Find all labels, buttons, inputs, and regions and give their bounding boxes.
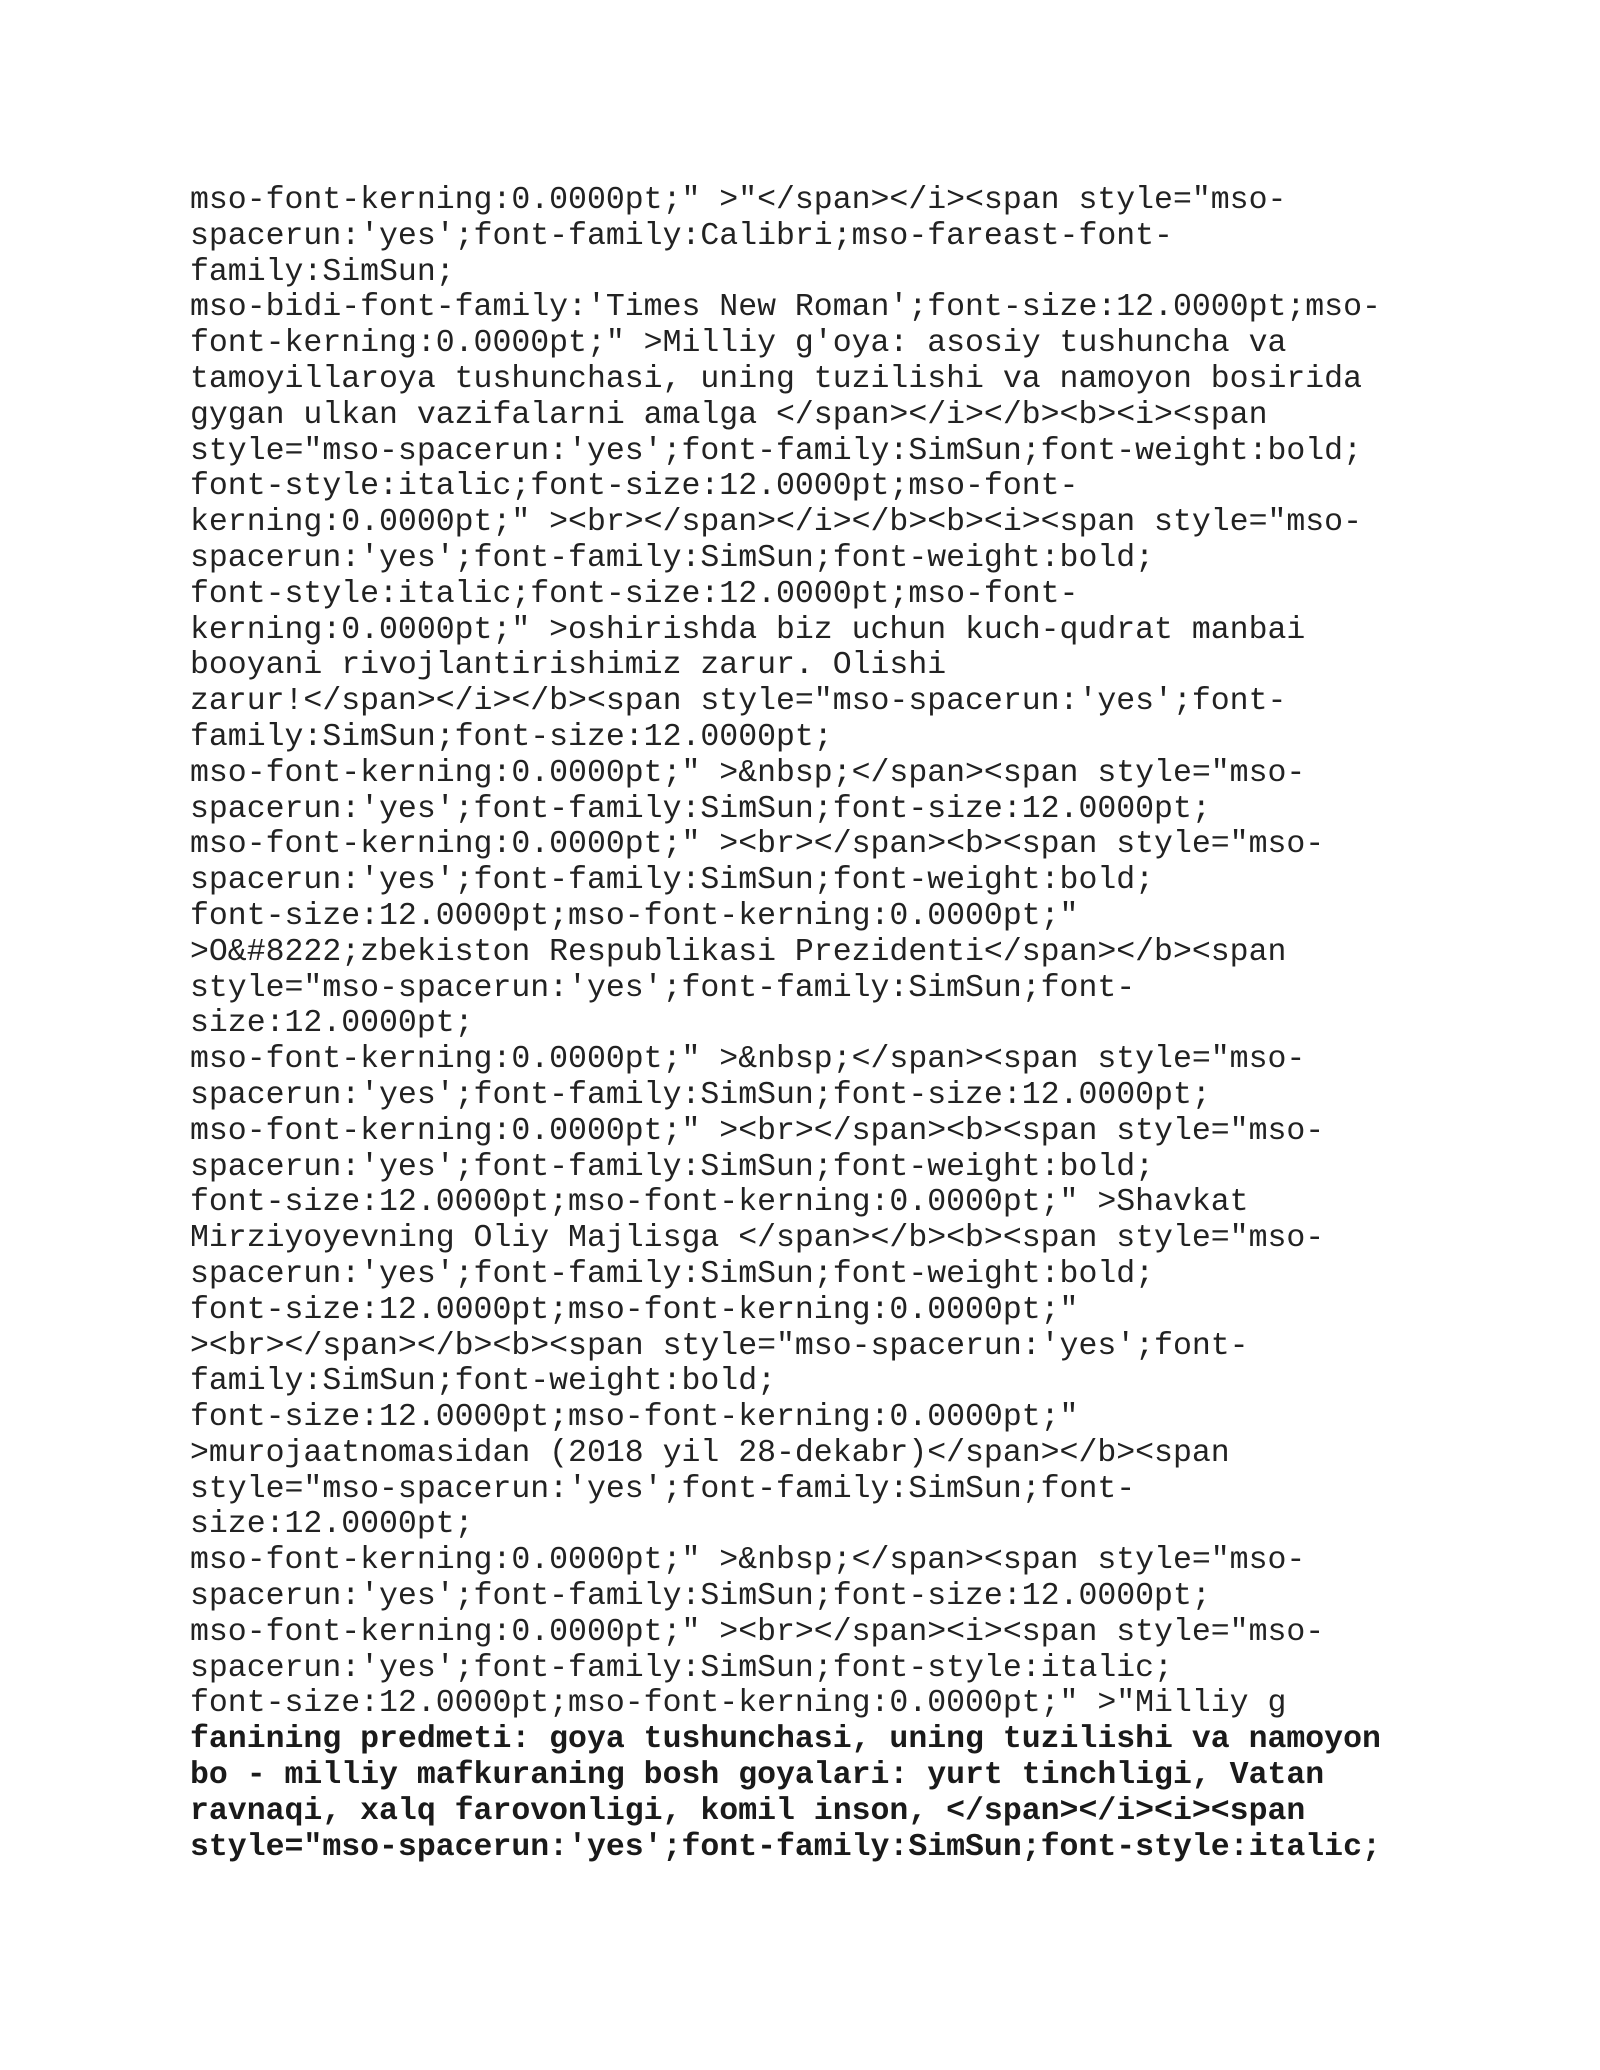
text-line: style="mso-spacerun:'yes';font-family:SimSun;font-weight:bold; (190, 433, 1362, 469)
text-line: tamoyillaroya tushunchasi, uning tuzilishi va namoyon bosirida (190, 361, 1362, 397)
document-body-text (190, 183, 1430, 1865)
text-line: booyani rivojlantirishimiz zarur. Olishi (190, 648, 947, 684)
text-line: family:SimSun;font-weight:bold; (190, 1364, 776, 1400)
text-line: mso-font-kerning:0.0000pt;" >&nbsp;</span><span style="mso- (190, 1543, 1306, 1579)
text-line: Mirziyoyevning Oliy Majlisga </span></b><b><span style="mso- (190, 1221, 1325, 1257)
text-line: size:12.0000pt; (190, 1006, 474, 1042)
text-line: font-size:12.0000pt;mso-font-kerning:0.0000pt;" (190, 898, 1079, 934)
text-line: font-size:12.0000pt;mso-font-kerning:0.0000pt;" (190, 1292, 1079, 1328)
text-line: spacerun:'yes';font-family:SimSun;font-weight:bold; (190, 863, 1155, 899)
text-line: style="mso-spacerun:'yes';font-family:SimSun;font- (190, 1471, 1136, 1507)
text-line: spacerun:'yes';font-family:SimSun;font-size:12.0000pt; (190, 791, 1211, 827)
text-line: mso-font-kerning:0.0000pt;" >&nbsp;</span><span style="mso- (190, 1042, 1306, 1078)
text-line: family:SimSun; (190, 254, 455, 290)
text-line: >O&#8222;zbekiston Respublikasi Prezidenti</span></b><span (190, 934, 1287, 970)
text-line: spacerun:'yes';font-family:SimSun;font-size:12.0000pt; (190, 1077, 1211, 1113)
text-line: bo - milliy mafkuraning bosh goyalari: yurt tinchligi, Vatan (190, 1758, 1325, 1794)
text-line: font-size:12.0000pt;mso-font-kerning:0.0000pt;" >"Milliy g (190, 1686, 1287, 1722)
text-line: size:12.0000pt; (190, 1507, 474, 1543)
text-line: mso-font-kerning:0.0000pt;" >"</span></i><span style="mso- (190, 183, 1287, 218)
text-line: font-size:12.0000pt;mso-font-kerning:0.0000pt;" (190, 1400, 1079, 1436)
text-line: font-size:12.0000pt;mso-font-kerning:0.0000pt;" >Shavkat (190, 1185, 1249, 1221)
text-line: mso-bidi-font-family:'Times New Roman';font-size:12.0000pt;mso- (190, 290, 1381, 326)
text-line: spacerun:'yes';font-family:SimSun;font-weight:bold; (190, 540, 1155, 576)
text-line: ravnaqi, xalq farovonligi, komil inson, </span></i><i><span (190, 1793, 1306, 1829)
text-line: mso-font-kerning:0.0000pt;" >&nbsp;</span><span style="mso- (190, 755, 1306, 791)
text-line: zarur!</span></i></b><span style="mso-spacerun:'yes';font- (190, 684, 1287, 720)
text-line: style="mso-spacerun:'yes';font-family:SimSun;font-style:italic; (190, 1829, 1381, 1865)
text-line: spacerun:'yes';font-family:SimSun;font-weight:bold; (190, 1256, 1155, 1292)
text-line: family:SimSun;font-size:12.0000pt; (190, 719, 833, 755)
text-line: spacerun:'yes';font-family:SimSun;font-style:italic; (190, 1650, 1173, 1686)
text-line: ><br></span></b><b><span style="mso-spacerun:'yes';font- (190, 1328, 1249, 1364)
text-line: spacerun:'yes';font-family:SimSun;font-size:12.0000pt; (190, 1579, 1211, 1615)
text-line: fanining predmeti: goya tushunchasi, uning tuzilishi va namoyon (190, 1722, 1381, 1758)
text-line: style="mso-spacerun:'yes';font-family:SimSun;font- (190, 970, 1136, 1006)
text-line: mso-font-kerning:0.0000pt;" ><br></span><b><span style="mso- (190, 827, 1325, 863)
text-line: >murojaatnomasidan (2018 yil 28-dekabr)</span></b><span (190, 1435, 1230, 1471)
text-line: spacerun:'yes';font-family:SimSun;font-weight:bold; (190, 1149, 1155, 1185)
text-line: spacerun:'yes';font-family:Calibri;mso-fareast-font- (190, 218, 1173, 254)
text-line: mso-font-kerning:0.0000pt;" ><br></span><b><span style="mso- (190, 1113, 1325, 1149)
text-line: font-style:italic;font-size:12.0000pt;mso-font- (190, 576, 1079, 612)
text-line: font-kerning:0.0000pt;" >Milliy g'oya: asosiy tushuncha va (190, 326, 1287, 362)
text-line: mso-font-kerning:0.0000pt;" ><br></span><i><span style="mso- (190, 1614, 1325, 1650)
text-line: kerning:0.0000pt;" >oshirishda biz uchun kuch-qudrat manbai (190, 612, 1306, 648)
text-line: kerning:0.0000pt;" ><br></span></i></b><b><i><span style="mso- (190, 505, 1362, 541)
text-line: font-style:italic;font-size:12.0000pt;mso-font- (190, 469, 1079, 505)
text-line: gygan ulkan vazifalarni amalga </span></i></b><b><i><span (190, 397, 1268, 433)
